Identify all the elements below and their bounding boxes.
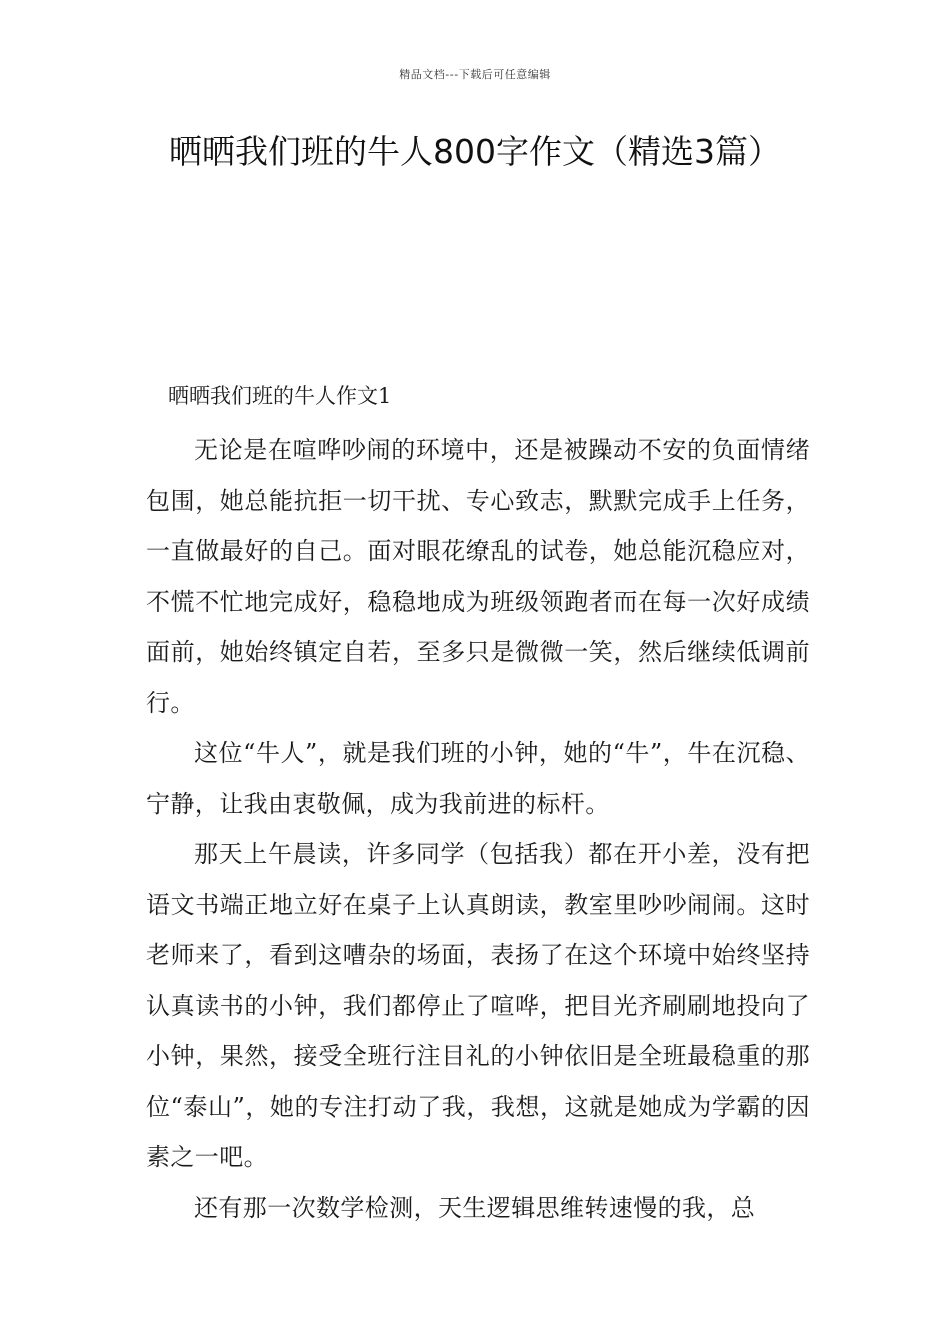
paragraph: 这位“牛人”，就是我们班的小钟，她的“牛”，牛在沉稳、宁静，让我由衷敬佩，成为我前进的标杆。 [146,739,810,818]
document-body [146,425,810,1233]
section-heading: 晒晒我们班的牛人作文1 [168,384,392,408]
page-header-note: 精品文档---下载后可任意编辑 [399,68,551,81]
paragraph: 还有那一次数学检测，天生逻辑思维转速慢的我，总 [194,1193,756,1222]
paragraph: 无论是在喧哗吵闹的环境中，还是被躁动不安的负面情绪包围，她总能抗拒一切干扰、专心致志，默默完成手上任务，一直做最好的自己。面对眼花缭乱的试卷，她总能沉稳应对，不慌不忙地完成好，稳稳地成为班级领跑者而在每一次好成绩面前，她始终镇定自若，至多只是微微一笑，然后继续低调前行。 [146,436,810,717]
paragraph: 那天上午晨读，许多同学（包括我）都在开小差，没有把语文书端正地立好在桌子上认真朗读，教室里吵吵闹闹。这时老师来了，看到这嘈杂的场面，表扬了在这个环境中始终坚持认真读书的小钟，我们都停止了喧哗，把目光齐刷刷地投向了小钟，果然，接受全班行注目礼的小钟依旧是全班最稳重的那位“泰山”，她的专注打动了我，我想，这就是她成为学霸的因素之一吧。 [146,840,810,1171]
document-title: 晒晒我们班的牛人800字作文（精选3篇） [169,132,781,171]
